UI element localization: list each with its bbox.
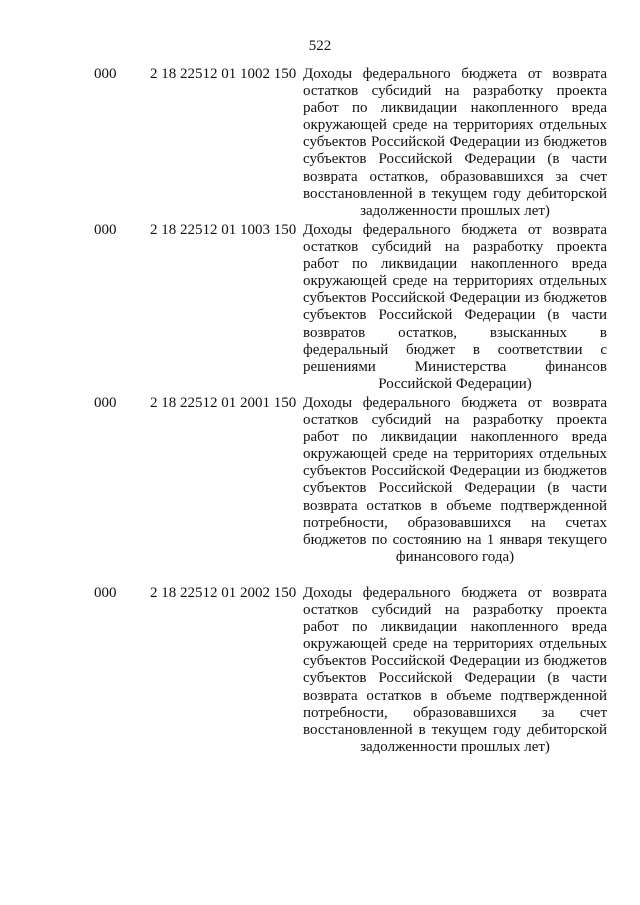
income-description: Доходы федерального бюджета от возврата остатков субсидий на разработку проекта работ по ликвидации накопленного вреда окружающей среде на территориях отдельных субъектов Российской Федерации из бюджетов субъектов Российской Федерации (в части возвратов остатков, взысканных в федеральный бюджет в соответствии с решениями Министерства финансов Российской Федерации) [303,222,607,392]
budget-classification-code: 2 18 22512 01 2002 150 [150,585,297,601]
income-description: Доходы федерального бюджета от возврата остатков субсидий на разработку проекта работ по ликвидации накопленного вреда окружающей среде на территориях отдельных субъектов Российской Федерации из бюджетов субъектов Российской Федерации (в части возврата остатков в объеме подтвержденной потребности, образовавшихся за счет восстановленной в текущем году дебиторской задолженности прошлых лет) [303,585,607,755]
admin-code: 000 [94,222,117,238]
page-number: 522 [308,38,332,54]
admin-code: 000 [94,66,117,82]
budget-classification-code: 2 18 22512 01 1003 150 [150,222,297,238]
admin-code: 000 [94,585,117,601]
admin-code: 000 [94,395,117,411]
income-description: Доходы федерального бюджета от возврата остатков субсидий на разработку проекта работ по ликвидации накопленного вреда окружающей среде на территориях отдельных субъектов Российской Федерации из бюджетов субъектов Российской Федерации (в части возврата остатков, образовавшихся за счет восстановленной в текущем году дебиторской задолженности прошлых лет) [303,66,607,219]
budget-classification-code: 2 18 22512 01 1002 150 [150,66,297,82]
income-description: Доходы федерального бюджета от возврата остатков субсидий на разработку проекта работ по ликвидации накопленного вреда окружающей среде на территориях отдельных субъектов Российской Федерации из бюджетов субъектов Российской Федерации (в части возврата остатков в объеме подтвержденной потребности, образовавшихся на счетах бюджетов по состоянию на 1 января текущего финансового года) [303,395,607,565]
budget-classification-code: 2 18 22512 01 2001 150 [150,395,297,411]
